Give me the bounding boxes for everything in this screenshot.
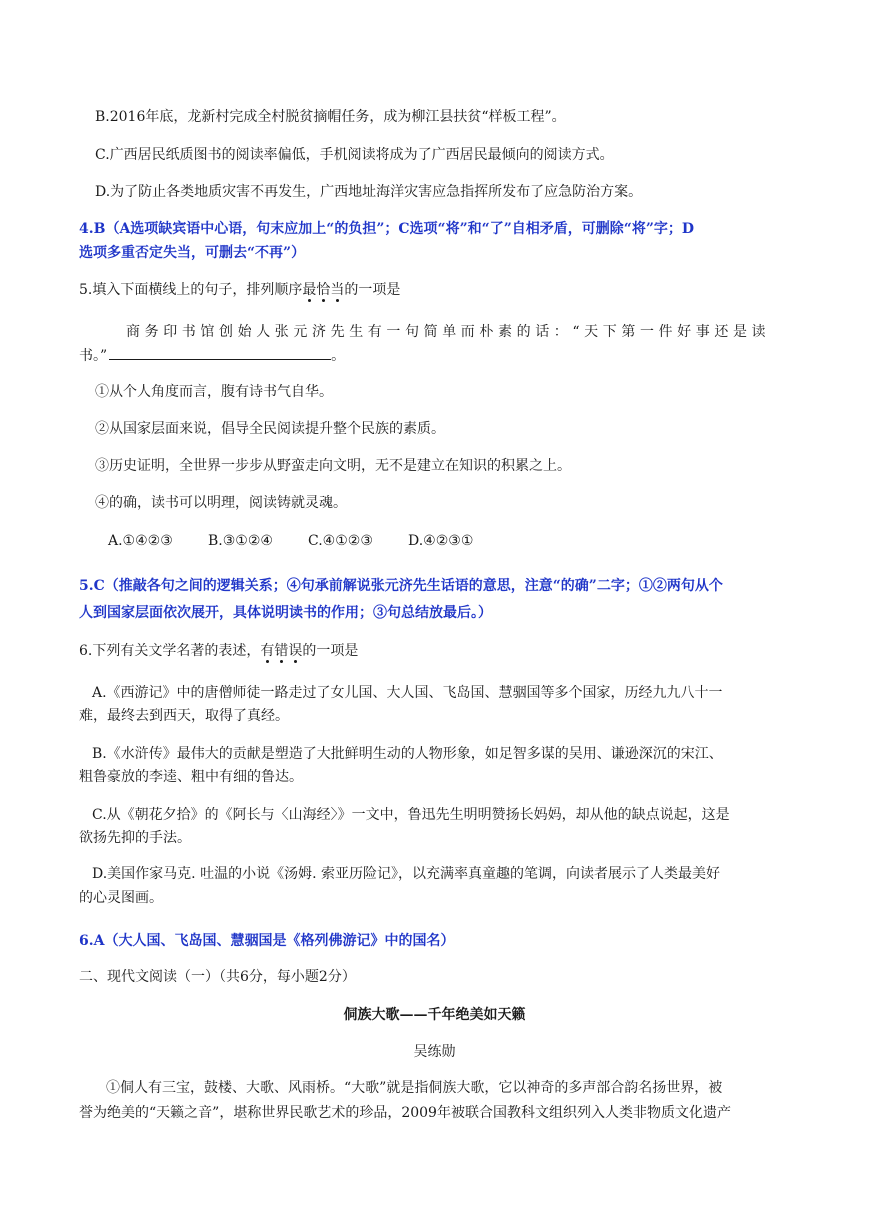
answer-5-line-1: 5.C（推敲各句之间的逻辑关系；④句承前解说张元济先生话语的意思，注意“的确”二字；①②两句从个 — [79, 578, 723, 594]
fill-in-blank — [109, 345, 331, 360]
article-title: 侗族大歌——千年绝美如天籁 — [343, 1007, 526, 1023]
q6-option-a-line-1: A.《西游记》中的唐僧师徒一路走过了女儿国、大人国、飞岛国、慧骃国等多个国家，历经九九八十一 — [92, 685, 723, 701]
q6-stem-prefix: 6.下列有关文学名著的表述， — [79, 643, 261, 659]
q5-choice: A.①④②③ — [108, 533, 173, 549]
q5-passage-end: 。 — [331, 348, 346, 364]
emphasis-char: 误 — [288, 643, 303, 659]
q5-item: ①从个人角度而言，腹有诗书气自华。 — [95, 384, 333, 400]
q5-passage-start: 书。” — [79, 348, 108, 364]
q5-passage-line-2 — [79, 345, 345, 366]
emphasis-char: 当 — [330, 282, 345, 298]
q6-option-b-line-1: B.《水浒传》最伟大的贡献是塑造了大批鲜明生动的人物形象，如足智多谋的吴用、谦逊深沉的宋江、 — [92, 746, 723, 762]
answer-4-line-1: 4.B（A选项缺宾语中心语，句末应加上“的负担”；C选项“将”和“了”自相矛盾，可删除“将”字；D — [79, 221, 695, 237]
q6-option-b-line-2: 粗鲁豪放的李逵、粗中有细的鲁达。 — [79, 769, 303, 785]
q5-item: ②从国家层面来说，倡导全民阅读提升整个民族的素质。 — [95, 421, 445, 437]
q5-item: ③历史证明，全世界一步步从野蛮走向文明，无不是建立在知识的积累之上。 — [95, 458, 571, 474]
emphasis-char: 错 — [274, 643, 289, 659]
article-paragraph-line-2: 誉为绝美的“天籁之音”，堪称世界民歌艺术的珍品，2009年被联合国教科文组织列入人类非物质文化遗产 — [79, 1105, 731, 1121]
section-heading: 二、现代文阅读（一）（共6分，每小题2分） — [79, 969, 356, 985]
q5-passage-line-1: 商务印书馆创始人张元济先生有一句简单而朴素的话：“天下第一件好事还是读 — [126, 324, 771, 340]
q6-option-a-line-2: 难，最终去到西天，取得了真经。 — [79, 708, 289, 724]
q6-option-d-line-2: 的心灵图画。 — [79, 890, 163, 906]
answer-6: 6.A（大人国、飞岛国、慧骃国是《格列佛游记》中的国名） — [79, 933, 455, 949]
q5-item: ④的确，读书可以明理，阅读铸就灵魂。 — [95, 495, 347, 511]
q5-stem — [79, 280, 400, 300]
q5-choice: B.③①②④ — [208, 533, 273, 549]
q6-stem — [79, 641, 358, 661]
answer-5-line-2: 人到国家层面依次展开，具体说明读书的作用；③句总结放最后。） — [79, 605, 492, 621]
emphasis-char: 有 — [260, 643, 275, 659]
q3-option-b: B.2016年底，龙新村完成全村脱贫摘帽任务，成为柳江县扶贫“样板工程”。 — [95, 109, 566, 125]
article-paragraph-line-1: ①侗人有三宝，鼓楼、大歌、风雨桥。“大歌”就是指侗族大歌，它以神奇的多声部合韵名扬世界，被 — [106, 1080, 723, 1096]
q5-choice: C.④①②③ — [308, 533, 373, 549]
emphasis-char: 最 — [302, 282, 317, 298]
q6-option-d-line-1: D.美国作家马克. 吐温的小说《汤姆. 索亚历险记》，以充满率真童趣的笔调，向读者展示了人类最美好 — [92, 866, 720, 882]
q6-option-c-line-1: C.从《朝花夕拾》的《阿长与〈山海经〉》一文中，鲁迅先生明明赞扬长妈妈，却从他的缺点说起，这是 — [92, 807, 730, 823]
emphasis-char: 恰 — [316, 282, 331, 298]
q5-stem-suffix: 的一项是 — [344, 282, 401, 298]
q3-option-d: D.为了防止各类地质灾害不再发生，广西地址海洋灾害应急指挥所发布了应急防治方案。 — [95, 184, 643, 200]
article-author: 吴练勋 — [413, 1044, 456, 1060]
q5-choice: D.④②③① — [408, 533, 474, 549]
q5-stem-prefix: 5.填入下面横线上的句子，排列顺序 — [79, 282, 303, 298]
q3-option-c: C.广西居民纸质图书的阅读率偏低，手机阅读将成为了广西居民最倾向的阅读方式。 — [95, 147, 614, 163]
q6-option-c-line-2: 欲扬先抑的手法。 — [79, 830, 191, 846]
q6-stem-suffix: 的一项是 — [302, 643, 359, 659]
answer-4-line-2: 选项多重否定失当，可删去“不再”） — [79, 245, 306, 261]
